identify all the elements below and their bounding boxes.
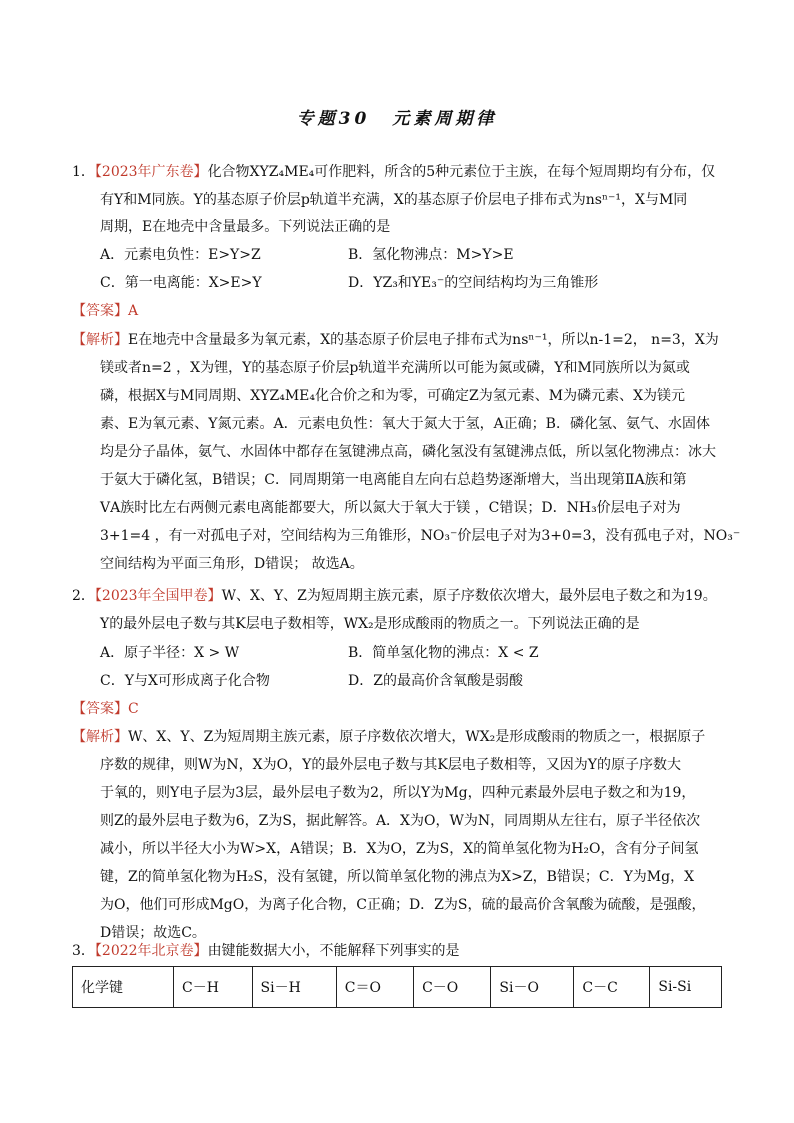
table-cell: Si－H [252, 967, 336, 1008]
bond-energy-table [72, 966, 722, 1008]
q1-analysis-line-2: 镁或者n=2 ，X为锂，Y的基态原子价层p轨道半充满所以可能为氮或磷，Y和M同族所以为氮或 [100, 360, 690, 376]
q1-option-d: D．YZ₃和YE₃⁻的空间结构均为三角锥形 [348, 275, 599, 291]
table-cell: C－C [574, 967, 650, 1008]
q2-analysis-line-4: 则Z的最外层电子数为6，Z为S，据此解答。A．X为O，W为N，同周期从左往右，原子半径依次 [100, 813, 701, 829]
title-topic-number: 专题30 [296, 109, 371, 129]
q1-line-2: 有Y和M同族。Y的基态原子价层p轨道半充满，X的基态原子价层电子排布式为nsⁿ⁻¹，X与M同 [100, 192, 688, 208]
q2-analysis-line-7: 为O，他们可形成MgO，为离子化合物，C正确；D．Z为S，硫的最高价含氧酸为硫酸，是强酸， [100, 897, 706, 913]
q2-answer: 【答案】C [72, 701, 139, 717]
title-topic-name: 元素周期律 [392, 109, 498, 129]
q1-line-3: 周期，E在地壳中含量最多。下列说法正确的是 [100, 219, 391, 235]
q1-line-1: 1．【2023年广东卷】化合物XYZ₄ME₄可作肥料，所含的5种元素位于主族，在每个短周期均有分布，仅 [72, 164, 716, 180]
q2-analysis-line-1: 【解析】W、X、Y、Z为短周期主族元素，原子序数依次增大，WX₂是形成酸雨的物质之一，根据原子 [72, 729, 706, 745]
q1-source: 【2023年广东卷】 [94, 164, 208, 180]
table-cell: Si－O [491, 967, 574, 1008]
q1-analysis-line-7: ⅤA族时比左右两侧元素电离能都要大，所以氮大于氧大于镁 ，C错误；D．NH₃价层电子对为 [100, 500, 681, 516]
q2-analysis-line-2: 序数的规律，则W为N，X为O，Y的最外层电子数与其K层电子数相等，又因为Y的原子序数大 [100, 757, 682, 773]
q1-answer: 【答案】A [72, 303, 139, 319]
q1-option-b: B．氢化物沸点：M>Y>E [348, 247, 514, 263]
q1-analysis-line-6: 于氨大于磷化氢，B错误；C．同周期第一电离能自左向右总趋势逐渐增大，当出现第ⅡA族和第 [100, 472, 687, 488]
q1-number: 1． [72, 164, 95, 180]
q2-source: 【2023年全国甲卷】 [94, 588, 222, 604]
q1-option-a: A．元素电负性：E>Y>Z [100, 247, 261, 263]
q2-analysis-line-8: D错误；故选C。 [100, 925, 206, 941]
table-cell: C－O [414, 967, 491, 1008]
q2-analysis-line-5: 减小，所以半径大小为W>X，A错误；B．X为O，Z为S，X的简单氢化物为H₂O，含有分子间氢 [100, 841, 699, 857]
page-title [0, 104, 794, 129]
q2-line-1: 2．【2023年全国甲卷】W、X、Y、Z为短周期主族元素，原子序数依次增大，最外层电子数之和为19。 [72, 588, 717, 604]
q2-analysis-line-6: 键，Z的简单氢化物为H₂S，没有氢键，所以简单氢化物的沸点为X>Z，B错误；C．Y为Mg，X [100, 869, 695, 885]
table-cell: Si-Si [650, 967, 722, 1008]
q2-line-2: Y的最外层电子数与其K层电子数相等，WX₂是形成酸雨的物质之一。下列说法正确的是 [100, 616, 640, 632]
q2-analysis-line-3: 于氧的，则Y电子层为3层，最外层电子数为2，所以Y为Mg，四种元素最外层电子数之和为19， [100, 785, 696, 801]
table-cell: C＝O [336, 967, 413, 1008]
q1-analysis-line-4: 素、E为氧元素、Y氮元素。A．元素电负性：氧大于氮大于氢，A正确；B．磷化氢、氨气、水固体 [100, 416, 710, 432]
table-row [73, 967, 722, 1008]
q3-number: 3． [72, 943, 95, 959]
q3-source: 【2022年北京卷】 [94, 943, 208, 959]
q1-analysis-line-1: 【解析】E在地壳中含量最多为氧元素，X的基态原子价层电子排布式为nsⁿ⁻¹，所以n-1=2， n=3，X为 [72, 332, 719, 348]
table-cell: C－H [174, 967, 253, 1008]
q2-option-d: D．Z的最高价含氧酸是弱酸 [348, 673, 523, 689]
q2-option-a: A．原子半径：X > W [100, 645, 240, 661]
q1-analysis-line-3: 磷，根据X与M同周期、XYZ₄ME₄化合价之和为零，可确定Z为氢元素、M为磷元素、X为镁元 [100, 388, 686, 404]
q3-line-1: 3．【2022年北京卷】由键能数据大小，不能解释下列事实的是 [72, 943, 460, 959]
q1-analysis-line-8: 3+1=4 ，有一对孤电子对，空间结构为三角锥形，NO₃⁻价层电子对为3+0=3，没有孤电子对，NO₃⁻ [100, 528, 741, 544]
table-cell: 化学键 [73, 967, 174, 1008]
q2-option-b: B．简单氢化物的沸点：X < Z [348, 645, 539, 661]
q2-number: 2． [72, 588, 95, 604]
q1-option-c: C．第一电离能：X>E>Y [100, 275, 262, 291]
q2-option-c: C．Y与X可形成离子化合物 [100, 673, 270, 689]
q1-analysis-line-9: 空间结构为平面三角形，D错误； 故选A。 [100, 556, 364, 572]
q1-analysis-line-5: 均是分子晶体，氨气、水固体中都存在氢键沸点高，磷化氢没有氢键沸点低，所以氢化物沸点：冰大 [100, 444, 716, 460]
